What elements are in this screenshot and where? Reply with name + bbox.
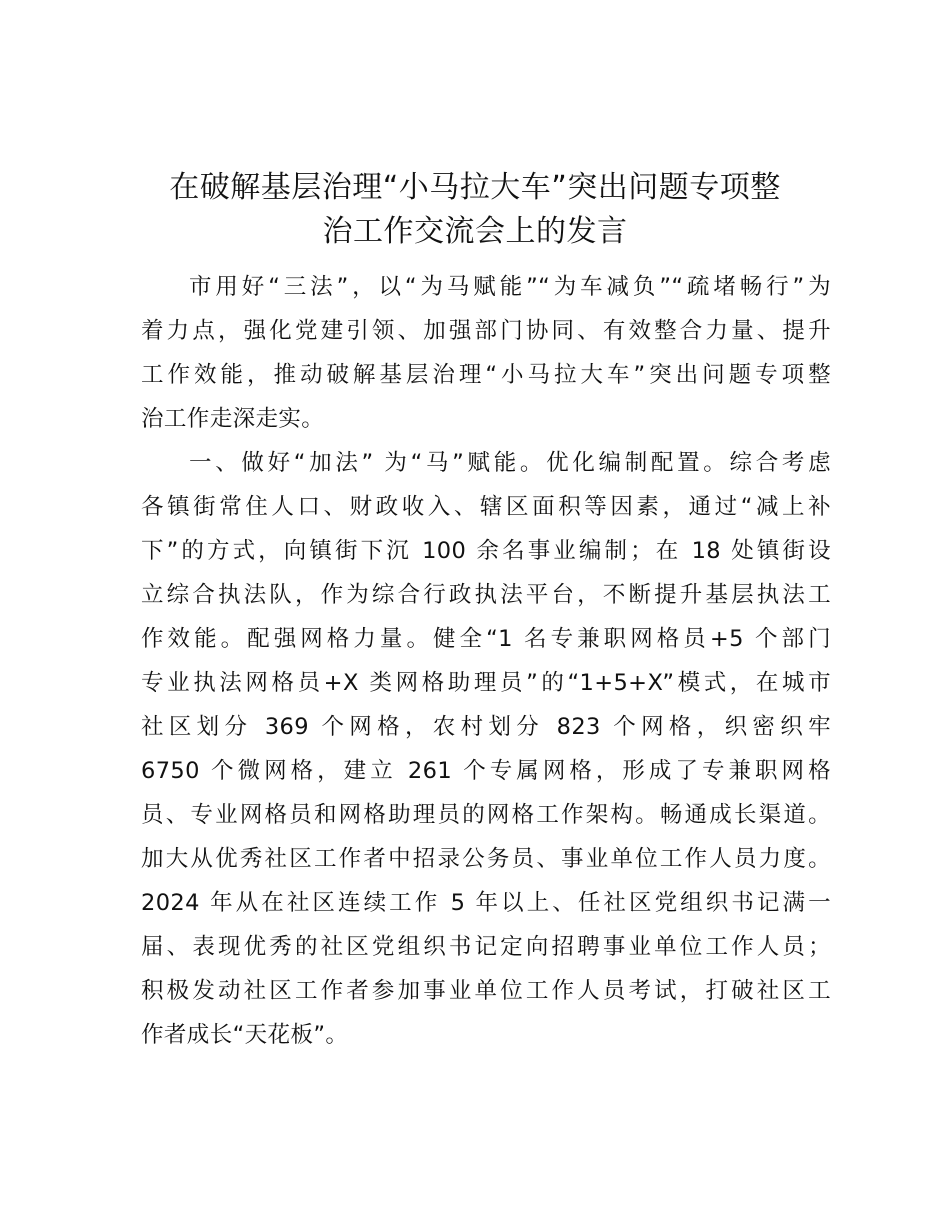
paragraph-line: 加大从优秀社区工作者中招录公务员、事业单位工作人员力度。	[141, 846, 831, 872]
paragraph-line: 着力点，强化党建引领、加强部门协同、有效整合力量、提升	[141, 318, 831, 344]
paragraph-line: 立综合执法队，作为综合行政执法平台，不断提升基层执法工	[141, 582, 831, 608]
paragraph-line: 专业执法网格员+X 类网格助理员”的“1+5+X”模式，在城市	[141, 670, 831, 696]
paragraph-line: 积极发动社区工作者参加事业单位工作人员考试，打破社区工	[141, 978, 831, 1004]
paragraph-line: 工作效能，推动破解基层治理“小马拉大车”突出问题专项整	[141, 362, 831, 388]
paragraph-line: 作效能。配强网格力量。健全“1 名专兼职网格员+5 个部门	[141, 626, 831, 652]
paragraph-line: 员、专业网格员和网格助理员的网格工作架构。畅通成长渠道。	[141, 802, 831, 828]
document-title-line-2: 治工作交流会上的发言	[322, 214, 628, 249]
document-title-line-1: 在破解基层治理“小马拉大车”突出问题专项整	[169, 170, 781, 205]
paragraph-line: 2024 年从在社区连续工作 5 年以上、任社区党组织书记满一	[141, 890, 831, 916]
paragraph-line: 届、表现优秀的社区党组织书记定向招聘事业单位工作人员；	[141, 934, 831, 960]
paragraph-line: 6750 个微网格，建立 261 个专属网格，形成了专兼职网格	[141, 758, 831, 784]
paragraph-section-one	[141, 441, 831, 1057]
paragraph-line: 作者成长“天花板”。	[141, 1022, 349, 1048]
paragraph-line: 各镇街常住人口、财政收入、辖区面积等因素，通过“减上补	[141, 494, 831, 520]
paragraph-line: 社区划分 369 个网格，农村划分 823 个网格，织密织牢	[141, 714, 831, 740]
paragraph-line: 一、做好“加法” 为“马”赋能。优化编制配置。综合考虑	[189, 450, 831, 476]
paragraph-line: 下”的方式，向镇街下沉 100 余名事业编制；在 18 处镇街设	[141, 538, 831, 564]
paragraph-intro	[141, 265, 831, 441]
paragraph-line: 市用好“三法”，以“为马赋能”“为车减负”“疏堵畅行”为	[189, 274, 831, 300]
paragraph-line: 治工作走深走实。	[141, 406, 325, 432]
